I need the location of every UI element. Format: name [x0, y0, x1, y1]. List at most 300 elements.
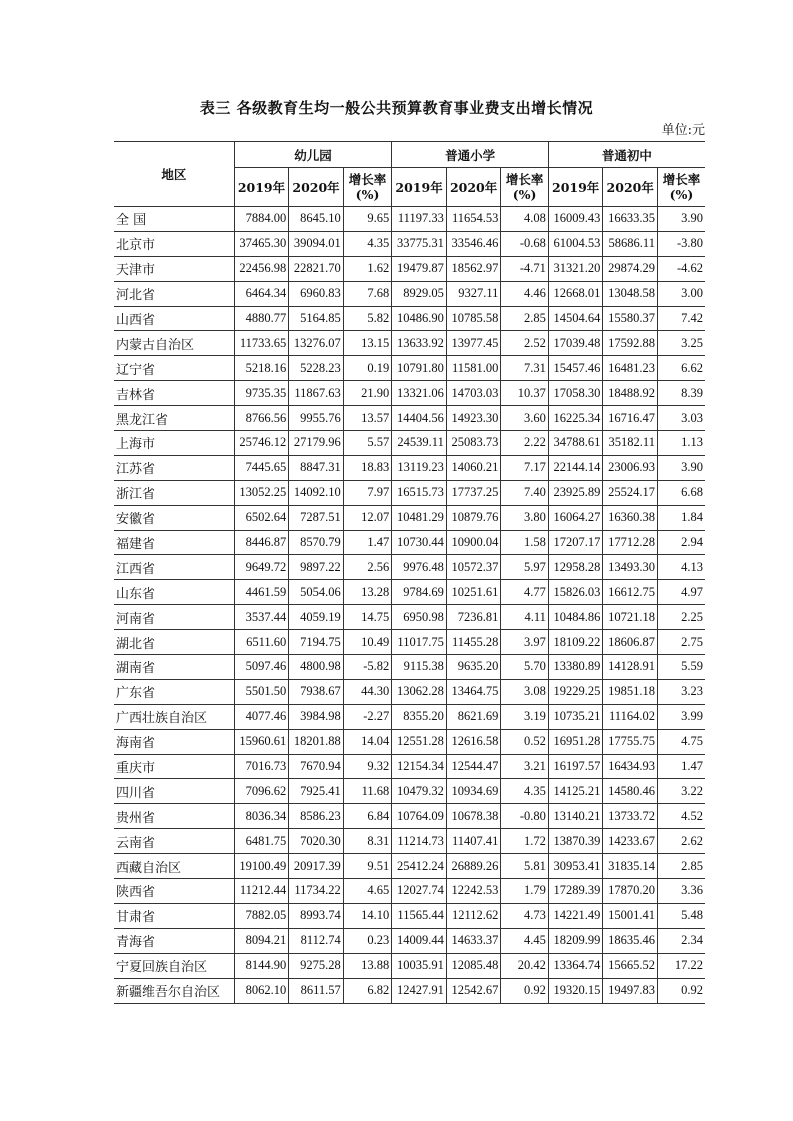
region-cell: 四川省: [114, 779, 234, 804]
region-cell: 吉林省: [114, 381, 234, 406]
kindergarten-2020-cell: 18201.88: [289, 729, 344, 754]
kindergarten-2019-cell: 6464.34: [234, 281, 289, 306]
kindergarten-growth-cell: 10.49: [343, 630, 391, 655]
primary-growth-cell: -0.68: [501, 231, 549, 256]
kindergarten-2019-cell: 7445.65: [234, 455, 289, 480]
primary-2020-cell: 14633.37: [446, 928, 501, 953]
kindergarten-2019-cell: 4077.46: [234, 704, 289, 729]
primary-2019-cell: 10764.09: [392, 804, 447, 829]
junior-2019-cell: 17058.30: [548, 381, 603, 406]
year-2019-header: 2019年: [392, 168, 447, 207]
region-cell: 河南省: [114, 605, 234, 630]
kindergarten-2020-cell: 20917.39: [289, 854, 344, 879]
junior-growth-cell: 2.62: [657, 829, 705, 854]
primary-growth-cell: 4.45: [501, 928, 549, 953]
primary-growth-cell: 4.77: [501, 580, 549, 605]
junior-growth-cell: 5.48: [657, 903, 705, 928]
table-row: [114, 804, 705, 829]
junior-growth-cell: 2.75: [657, 630, 705, 655]
primary-2020-cell: 12085.48: [446, 953, 501, 978]
primary-2020-cell: 12112.62: [446, 903, 501, 928]
kindergarten-growth-cell: 9.51: [343, 854, 391, 879]
kindergarten-2019-cell: 6511.60: [234, 630, 289, 655]
junior-2020-cell: 17755.75: [603, 729, 658, 754]
primary-growth-cell: 20.42: [501, 953, 549, 978]
table-row: [114, 331, 705, 356]
primary-growth-cell: 1.58: [501, 530, 549, 555]
region-cell: 江西省: [114, 555, 234, 580]
table-row: [114, 505, 705, 530]
junior-growth-cell: 2.94: [657, 530, 705, 555]
kindergarten-growth-cell: 6.82: [343, 978, 391, 1003]
primary-2020-cell: 10900.04: [446, 530, 501, 555]
primary-growth-cell: 0.52: [501, 729, 549, 754]
table-row: [114, 555, 705, 580]
primary-2019-cell: 10035.91: [392, 953, 447, 978]
region-cell: 贵州省: [114, 804, 234, 829]
kindergarten-2019-cell: 5097.46: [234, 655, 289, 680]
table-row: [114, 406, 705, 431]
kindergarten-2020-cell: 8611.57: [289, 978, 344, 1003]
junior-2020-cell: 18488.92: [603, 381, 658, 406]
kindergarten-2019-cell: 11733.65: [234, 331, 289, 356]
junior-growth-cell: 8.39: [657, 381, 705, 406]
kindergarten-growth-cell: 6.84: [343, 804, 391, 829]
primary-growth-cell: 3.08: [501, 679, 549, 704]
table-row: [114, 879, 705, 904]
junior-growth-cell: 2.25: [657, 605, 705, 630]
primary-2019-cell: 13633.92: [392, 331, 447, 356]
junior-2019-cell: 13364.74: [548, 953, 603, 978]
region-cell: 湖南省: [114, 655, 234, 680]
kindergarten-growth-cell: 0.19: [343, 356, 391, 381]
primary-growth-cell: 4.73: [501, 903, 549, 928]
primary-growth-cell: -0.80: [501, 804, 549, 829]
primary-2019-cell: 10730.44: [392, 530, 447, 555]
primary-2019-cell: 10486.90: [392, 306, 447, 331]
junior-2020-cell: 31835.14: [603, 854, 658, 879]
junior-2020-cell: 17870.20: [603, 879, 658, 904]
region-cell: 上海市: [114, 431, 234, 456]
growth-rate-unit: (%): [512, 187, 537, 202]
junior-2020-cell: 17592.88: [603, 331, 658, 356]
region-cell: 全 国: [114, 207, 234, 232]
junior-2019-cell: 12668.01: [548, 281, 603, 306]
kindergarten-2020-cell: 7194.75: [289, 630, 344, 655]
primary-2019-cell: 9784.69: [392, 580, 447, 605]
kindergarten-growth-cell: 18.83: [343, 455, 391, 480]
kindergarten-2020-cell: 7925.41: [289, 779, 344, 804]
junior-2020-cell: 15580.37: [603, 306, 658, 331]
primary-2020-cell: 14703.03: [446, 381, 501, 406]
kindergarten-2019-cell: 4880.77: [234, 306, 289, 331]
kindergarten-growth-cell: 13.28: [343, 580, 391, 605]
kindergarten-2020-cell: 8586.23: [289, 804, 344, 829]
junior-2020-cell: 13733.72: [603, 804, 658, 829]
primary-growth-cell: 3.80: [501, 505, 549, 530]
kindergarten-2020-cell: 7938.67: [289, 679, 344, 704]
kindergarten-growth-cell: 44.30: [343, 679, 391, 704]
growth-rate-unit: (%): [669, 187, 694, 202]
junior-2020-cell: 18606.87: [603, 630, 658, 655]
kindergarten-2020-cell: 5054.06: [289, 580, 344, 605]
kindergarten-growth-cell: 5.57: [343, 431, 391, 456]
junior-2020-cell: 13493.30: [603, 555, 658, 580]
kindergarten-2020-cell: 5164.85: [289, 306, 344, 331]
table-row: [114, 256, 705, 281]
kindergarten-2019-cell: 4461.59: [234, 580, 289, 605]
region-cell: 天津市: [114, 256, 234, 281]
junior-2020-cell: 29874.29: [603, 256, 658, 281]
junior-growth-cell: 2.85: [657, 854, 705, 879]
table-row: [114, 306, 705, 331]
kindergarten-growth-cell: 13.88: [343, 953, 391, 978]
junior-growth-cell: 3.23: [657, 679, 705, 704]
junior-2019-cell: 34788.61: [548, 431, 603, 456]
table-row: [114, 431, 705, 456]
kindergarten-growth-cell: 14.04: [343, 729, 391, 754]
growth-rate-header: [657, 168, 705, 207]
kindergarten-growth-cell: 13.57: [343, 406, 391, 431]
table-title: 表三 各级教育生均一般公共预算教育事业费支出增长情况: [199, 99, 594, 117]
primary-2019-cell: 14009.44: [392, 928, 447, 953]
region-cell: 福建省: [114, 530, 234, 555]
primary-2020-cell: 26889.26: [446, 854, 501, 879]
kindergarten-2020-cell: 4800.98: [289, 655, 344, 680]
junior-growth-cell: 7.42: [657, 306, 705, 331]
junior-2020-cell: 35182.11: [603, 431, 658, 456]
junior-2020-cell: 14580.46: [603, 779, 658, 804]
primary-growth-cell: 7.17: [501, 455, 549, 480]
year-2019-header: 2019年: [234, 168, 289, 207]
junior-growth-cell: 0.92: [657, 978, 705, 1003]
table-row: [114, 704, 705, 729]
junior-2019-cell: 30953.41: [548, 854, 603, 879]
year-2020-header: 2020年: [603, 168, 658, 207]
unit-label: 单位:元: [661, 123, 705, 138]
junior-2020-cell: 16360.38: [603, 505, 658, 530]
kindergarten-2019-cell: 8036.34: [234, 804, 289, 829]
primary-growth-cell: 7.31: [501, 356, 549, 381]
kindergarten-header: 幼儿园: [234, 142, 392, 168]
primary-2020-cell: 10879.76: [446, 505, 501, 530]
primary-2019-cell: 13321.06: [392, 381, 447, 406]
kindergarten-2020-cell: 7670.94: [289, 754, 344, 779]
primary-2019-cell: 11197.33: [392, 207, 447, 232]
growth-rate-label: 增长率: [662, 172, 701, 187]
kindergarten-growth-cell: 9.65: [343, 207, 391, 232]
kindergarten-2020-cell: 14092.10: [289, 480, 344, 505]
junior-growth-cell: 17.22: [657, 953, 705, 978]
primary-2020-cell: 10251.61: [446, 580, 501, 605]
primary-growth-cell: 3.19: [501, 704, 549, 729]
junior-2019-cell: 17039.48: [548, 331, 603, 356]
primary-2019-cell: 9115.38: [392, 655, 447, 680]
primary-2020-cell: 11455.28: [446, 630, 501, 655]
junior-growth-cell: 3.99: [657, 704, 705, 729]
primary-2019-cell: 11214.73: [392, 829, 447, 854]
junior-2020-cell: 18635.46: [603, 928, 658, 953]
junior-middle-header: 普通初中: [548, 142, 705, 168]
junior-2019-cell: 16197.57: [548, 754, 603, 779]
table-row: [114, 356, 705, 381]
primary-growth-cell: 5.97: [501, 555, 549, 580]
junior-growth-cell: -4.62: [657, 256, 705, 281]
junior-growth-cell: -3.80: [657, 231, 705, 256]
primary-2019-cell: 8929.05: [392, 281, 447, 306]
primary-2020-cell: 12616.58: [446, 729, 501, 754]
primary-2019-cell: 12027.74: [392, 879, 447, 904]
kindergarten-2019-cell: 9735.35: [234, 381, 289, 406]
junior-2019-cell: 23925.89: [548, 480, 603, 505]
table-row: [114, 928, 705, 953]
kindergarten-2020-cell: 8570.79: [289, 530, 344, 555]
junior-2019-cell: 14504.64: [548, 306, 603, 331]
junior-growth-cell: 3.00: [657, 281, 705, 306]
kindergarten-growth-cell: -2.27: [343, 704, 391, 729]
junior-2019-cell: 13380.89: [548, 655, 603, 680]
junior-growth-cell: 4.13: [657, 555, 705, 580]
kindergarten-2019-cell: 8144.90: [234, 953, 289, 978]
junior-growth-cell: 3.22: [657, 779, 705, 804]
kindergarten-2019-cell: 7884.00: [234, 207, 289, 232]
primary-2019-cell: 14404.56: [392, 406, 447, 431]
kindergarten-growth-cell: 14.10: [343, 903, 391, 928]
primary-growth-cell: 1.72: [501, 829, 549, 854]
primary-2019-cell: 6950.98: [392, 605, 447, 630]
junior-2019-cell: 12958.28: [548, 555, 603, 580]
kindergarten-2020-cell: 9275.28: [289, 953, 344, 978]
region-cell: 广西壮族自治区: [114, 704, 234, 729]
kindergarten-2020-cell: 8645.10: [289, 207, 344, 232]
kindergarten-growth-cell: 14.75: [343, 605, 391, 630]
junior-2020-cell: 19851.18: [603, 679, 658, 704]
junior-growth-cell: 6.68: [657, 480, 705, 505]
primary-2019-cell: 13119.23: [392, 455, 447, 480]
junior-2019-cell: 14221.49: [548, 903, 603, 928]
kindergarten-growth-cell: 0.23: [343, 928, 391, 953]
primary-2020-cell: 14060.21: [446, 455, 501, 480]
table-row: [114, 455, 705, 480]
region-cell: 新疆维吾尔自治区: [114, 978, 234, 1003]
primary-school-header: 普通小学: [392, 142, 549, 168]
kindergarten-growth-cell: 4.65: [343, 879, 391, 904]
table-row: [114, 978, 705, 1003]
kindergarten-2020-cell: 3984.98: [289, 704, 344, 729]
junior-2019-cell: 18109.22: [548, 630, 603, 655]
junior-2019-cell: 31321.20: [548, 256, 603, 281]
primary-2019-cell: 25412.24: [392, 854, 447, 879]
table-row: [114, 231, 705, 256]
primary-2020-cell: 18562.97: [446, 256, 501, 281]
junior-growth-cell: 6.62: [657, 356, 705, 381]
primary-growth-cell: 4.46: [501, 281, 549, 306]
expenditure-table: [114, 141, 705, 1004]
junior-growth-cell: 1.84: [657, 505, 705, 530]
primary-growth-cell: 2.22: [501, 431, 549, 456]
junior-2020-cell: 10721.18: [603, 605, 658, 630]
primary-2019-cell: 9976.48: [392, 555, 447, 580]
kindergarten-2019-cell: 15960.61: [234, 729, 289, 754]
kindergarten-2019-cell: 5218.16: [234, 356, 289, 381]
primary-2020-cell: 10572.37: [446, 555, 501, 580]
junior-2019-cell: 13140.21: [548, 804, 603, 829]
kindergarten-2019-cell: 8766.56: [234, 406, 289, 431]
table-row: [114, 530, 705, 555]
junior-2019-cell: 17207.17: [548, 530, 603, 555]
primary-2019-cell: 8355.20: [392, 704, 447, 729]
table-row: [114, 729, 705, 754]
region-cell: 湖北省: [114, 630, 234, 655]
kindergarten-2020-cell: 13276.07: [289, 331, 344, 356]
table-row: [114, 655, 705, 680]
year-2020-header: 2020年: [289, 168, 344, 207]
kindergarten-growth-cell: 13.15: [343, 331, 391, 356]
junior-2020-cell: 14128.91: [603, 655, 658, 680]
primary-2019-cell: 12154.34: [392, 754, 447, 779]
junior-2019-cell: 10484.86: [548, 605, 603, 630]
junior-2019-cell: 22144.14: [548, 455, 603, 480]
primary-growth-cell: 4.08: [501, 207, 549, 232]
primary-growth-cell: 3.21: [501, 754, 549, 779]
junior-2019-cell: 19320.15: [548, 978, 603, 1003]
primary-growth-cell: 4.11: [501, 605, 549, 630]
kindergarten-growth-cell: 4.35: [343, 231, 391, 256]
kindergarten-growth-cell: 1.47: [343, 530, 391, 555]
kindergarten-2019-cell: 5501.50: [234, 679, 289, 704]
table-body: [114, 207, 705, 1004]
junior-growth-cell: 5.59: [657, 655, 705, 680]
region-cell: 山东省: [114, 580, 234, 605]
kindergarten-2020-cell: 8993.74: [289, 903, 344, 928]
kindergarten-2020-cell: 11867.63: [289, 381, 344, 406]
junior-growth-cell: 4.52: [657, 804, 705, 829]
primary-growth-cell: 0.92: [501, 978, 549, 1003]
kindergarten-2019-cell: 8094.21: [234, 928, 289, 953]
region-cell: 云南省: [114, 829, 234, 854]
kindergarten-2020-cell: 8847.31: [289, 455, 344, 480]
primary-2020-cell: 11654.53: [446, 207, 501, 232]
kindergarten-2019-cell: 8062.10: [234, 978, 289, 1003]
primary-2019-cell: 12551.28: [392, 729, 447, 754]
kindergarten-2020-cell: 22821.70: [289, 256, 344, 281]
primary-2019-cell: 12427.91: [392, 978, 447, 1003]
primary-2019-cell: 24539.11: [392, 431, 447, 456]
region-cell: 山西省: [114, 306, 234, 331]
junior-2020-cell: 11164.02: [603, 704, 658, 729]
primary-2020-cell: 25083.73: [446, 431, 501, 456]
primary-2019-cell: 11565.44: [392, 903, 447, 928]
kindergarten-2020-cell: 9897.22: [289, 555, 344, 580]
primary-2019-cell: 10479.32: [392, 779, 447, 804]
kindergarten-growth-cell: 21.90: [343, 381, 391, 406]
kindergarten-2019-cell: 6502.64: [234, 505, 289, 530]
kindergarten-growth-cell: 7.68: [343, 281, 391, 306]
primary-2020-cell: 11581.00: [446, 356, 501, 381]
primary-growth-cell: 7.40: [501, 480, 549, 505]
primary-2019-cell: 19479.87: [392, 256, 447, 281]
region-header: 地区: [114, 142, 234, 207]
junior-2019-cell: 17289.39: [548, 879, 603, 904]
table-row: [114, 580, 705, 605]
kindergarten-growth-cell: 5.82: [343, 306, 391, 331]
kindergarten-growth-cell: 8.31: [343, 829, 391, 854]
junior-growth-cell: 3.36: [657, 879, 705, 904]
primary-2019-cell: 33775.31: [392, 231, 447, 256]
kindergarten-2020-cell: 4059.19: [289, 605, 344, 630]
junior-2019-cell: 19229.25: [548, 679, 603, 704]
junior-2019-cell: 15457.46: [548, 356, 603, 381]
growth-rate-unit: (%): [355, 187, 380, 202]
primary-growth-cell: 10.37: [501, 381, 549, 406]
junior-2019-cell: 18209.99: [548, 928, 603, 953]
junior-2019-cell: 14125.21: [548, 779, 603, 804]
region-cell: 海南省: [114, 729, 234, 754]
junior-2020-cell: 23006.93: [603, 455, 658, 480]
kindergarten-2020-cell: 7287.51: [289, 505, 344, 530]
kindergarten-2020-cell: 7020.30: [289, 829, 344, 854]
junior-2019-cell: 16064.27: [548, 505, 603, 530]
junior-growth-cell: 4.97: [657, 580, 705, 605]
primary-2019-cell: 10791.80: [392, 356, 447, 381]
kindergarten-2020-cell: 5228.23: [289, 356, 344, 381]
table-row: [114, 630, 705, 655]
junior-2019-cell: 61004.53: [548, 231, 603, 256]
table-row: [114, 953, 705, 978]
table-row: [114, 679, 705, 704]
junior-2020-cell: 16633.35: [603, 207, 658, 232]
primary-2020-cell: 9327.11: [446, 281, 501, 306]
kindergarten-2020-cell: 9955.76: [289, 406, 344, 431]
kindergarten-growth-cell: 11.68: [343, 779, 391, 804]
region-cell: 广东省: [114, 679, 234, 704]
junior-2019-cell: 16225.34: [548, 406, 603, 431]
primary-2019-cell: 10481.29: [392, 505, 447, 530]
kindergarten-2019-cell: 7882.05: [234, 903, 289, 928]
primary-growth-cell: 3.60: [501, 406, 549, 431]
junior-growth-cell: 3.03: [657, 406, 705, 431]
kindergarten-2020-cell: 27179.96: [289, 431, 344, 456]
region-cell: 河北省: [114, 281, 234, 306]
kindergarten-growth-cell: 7.97: [343, 480, 391, 505]
region-cell: 西藏自治区: [114, 854, 234, 879]
table-row: [114, 480, 705, 505]
junior-2019-cell: 16951.28: [548, 729, 603, 754]
kindergarten-2019-cell: 7096.62: [234, 779, 289, 804]
growth-rate-header: [343, 168, 391, 207]
primary-growth-cell: 2.52: [501, 331, 549, 356]
primary-2020-cell: 10934.69: [446, 779, 501, 804]
kindergarten-2019-cell: 25746.12: [234, 431, 289, 456]
primary-2020-cell: 8621.69: [446, 704, 501, 729]
table-row: [114, 281, 705, 306]
growth-rate-label: 增长率: [348, 172, 387, 187]
kindergarten-growth-cell: 9.32: [343, 754, 391, 779]
year-2020-header: 2020年: [446, 168, 501, 207]
table-row: [114, 754, 705, 779]
junior-2020-cell: 17712.28: [603, 530, 658, 555]
junior-2019-cell: 15826.03: [548, 580, 603, 605]
table-row: [114, 779, 705, 804]
junior-growth-cell: 3.25: [657, 331, 705, 356]
table-row: [114, 829, 705, 854]
junior-2020-cell: 15001.41: [603, 903, 658, 928]
region-cell: 陕西省: [114, 879, 234, 904]
kindergarten-2019-cell: 37465.30: [234, 231, 289, 256]
primary-growth-cell: 4.35: [501, 779, 549, 804]
primary-2019-cell: 13062.28: [392, 679, 447, 704]
junior-2020-cell: 16481.23: [603, 356, 658, 381]
